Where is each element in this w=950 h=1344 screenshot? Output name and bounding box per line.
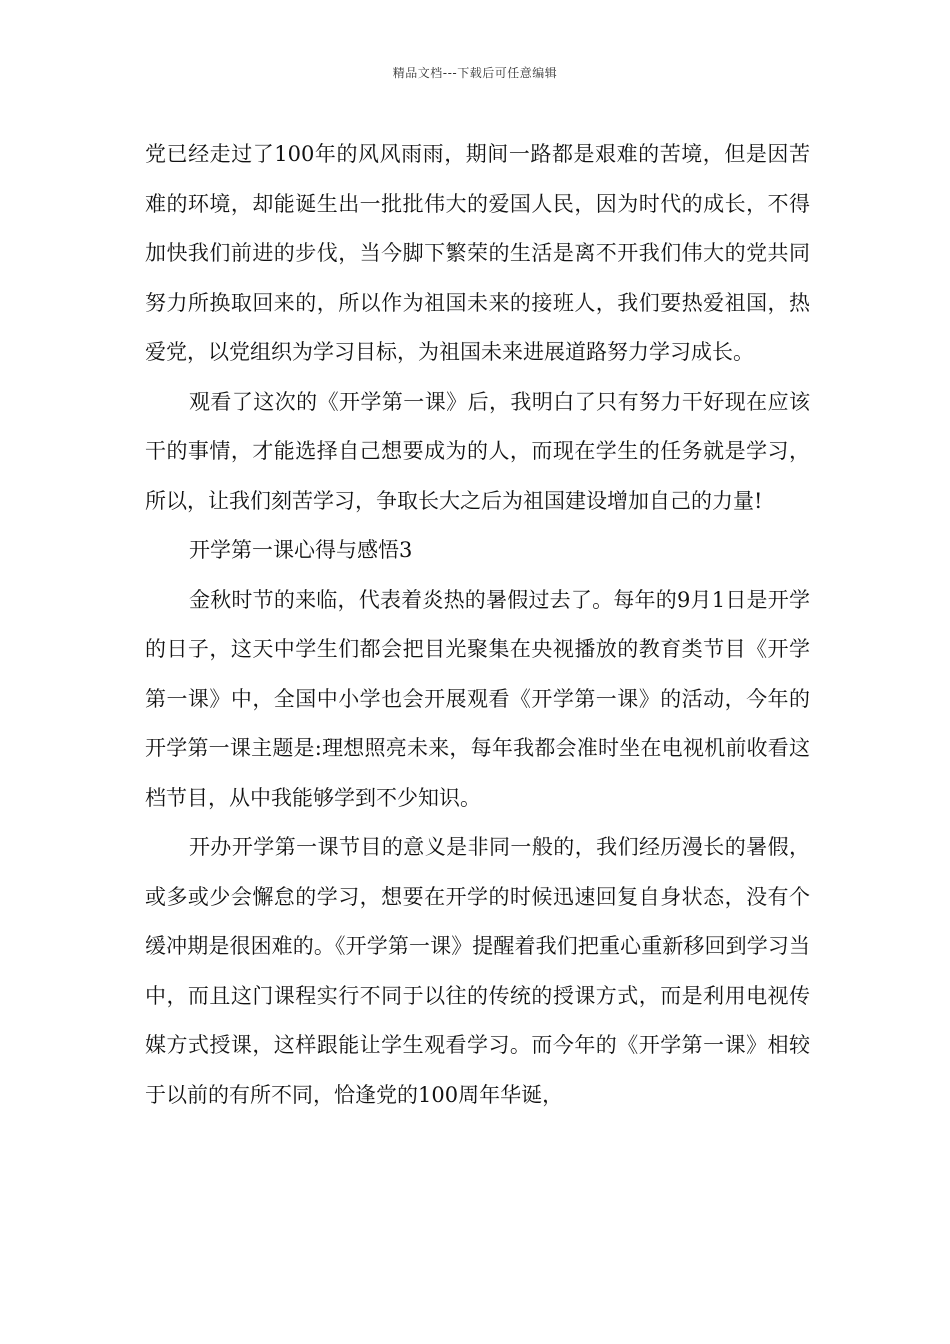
section-title: 开学第一课心得与感悟3 xyxy=(189,538,413,562)
page-header: 精品文档---下载后可任意编辑 xyxy=(392,66,558,80)
paragraph-3: 金秋时节的来临，代表着炎热的暑假过去了。每年的9月1日是开学的日子，这天中学生们都会把目光聚集在央视播放的教育类节目《开学第一课》中，全国中小学也会开展观看《开学第一课》的活动，今年的开学第一课主题是:理想照亮未来，每年我都会准时坐在电视机前收看这档节目，从中我能够学到不少知识。 xyxy=(145,587,810,810)
paragraph-4: 开办开学第一课节目的意义是非同一般的，我们经历漫长的暑假，或多或少会懈怠的学习，想要在开学的时候迅速回复自身状态，没有个缓冲期是很困难的。《开学第一课》提醒着我们把重心重新移回到学习当中，而且这门课程实行不同于以往的传统的授课方式，而是利用电视传媒方式授课，这样跟能让学生观看学习。而今年的《开学第一课》相较于以前的有所不同，恰逢党的100周年华诞， xyxy=(145,835,810,1107)
paragraph-2: 观看了这次的《开学第一课》后，我明白了只有努力干好现在应该干的事情，才能选择自己想要成为的人，而现在学生的任务就是学习，所以，让我们刻苦学习，争取长大之后为祖国建设增加自己的力量! xyxy=(145,389,810,513)
paragraph-1: 党已经走过了100年的风风雨雨，期间一路都是艰难的苦境，但是因苦难的环境，却能诞生出一批批伟大的爱国人民，因为时代的成长，不得加快我们前进的步伐，当今脚下繁荣的生活是离不开我们伟大的党共同努力所换取回来的，所以作为祖国未来的接班人，我们要热爱祖国，热爱党，以党组织为学习目标，为祖国未来进展道路努力学习成长。 xyxy=(145,142,810,364)
document-body xyxy=(145,130,810,1120)
